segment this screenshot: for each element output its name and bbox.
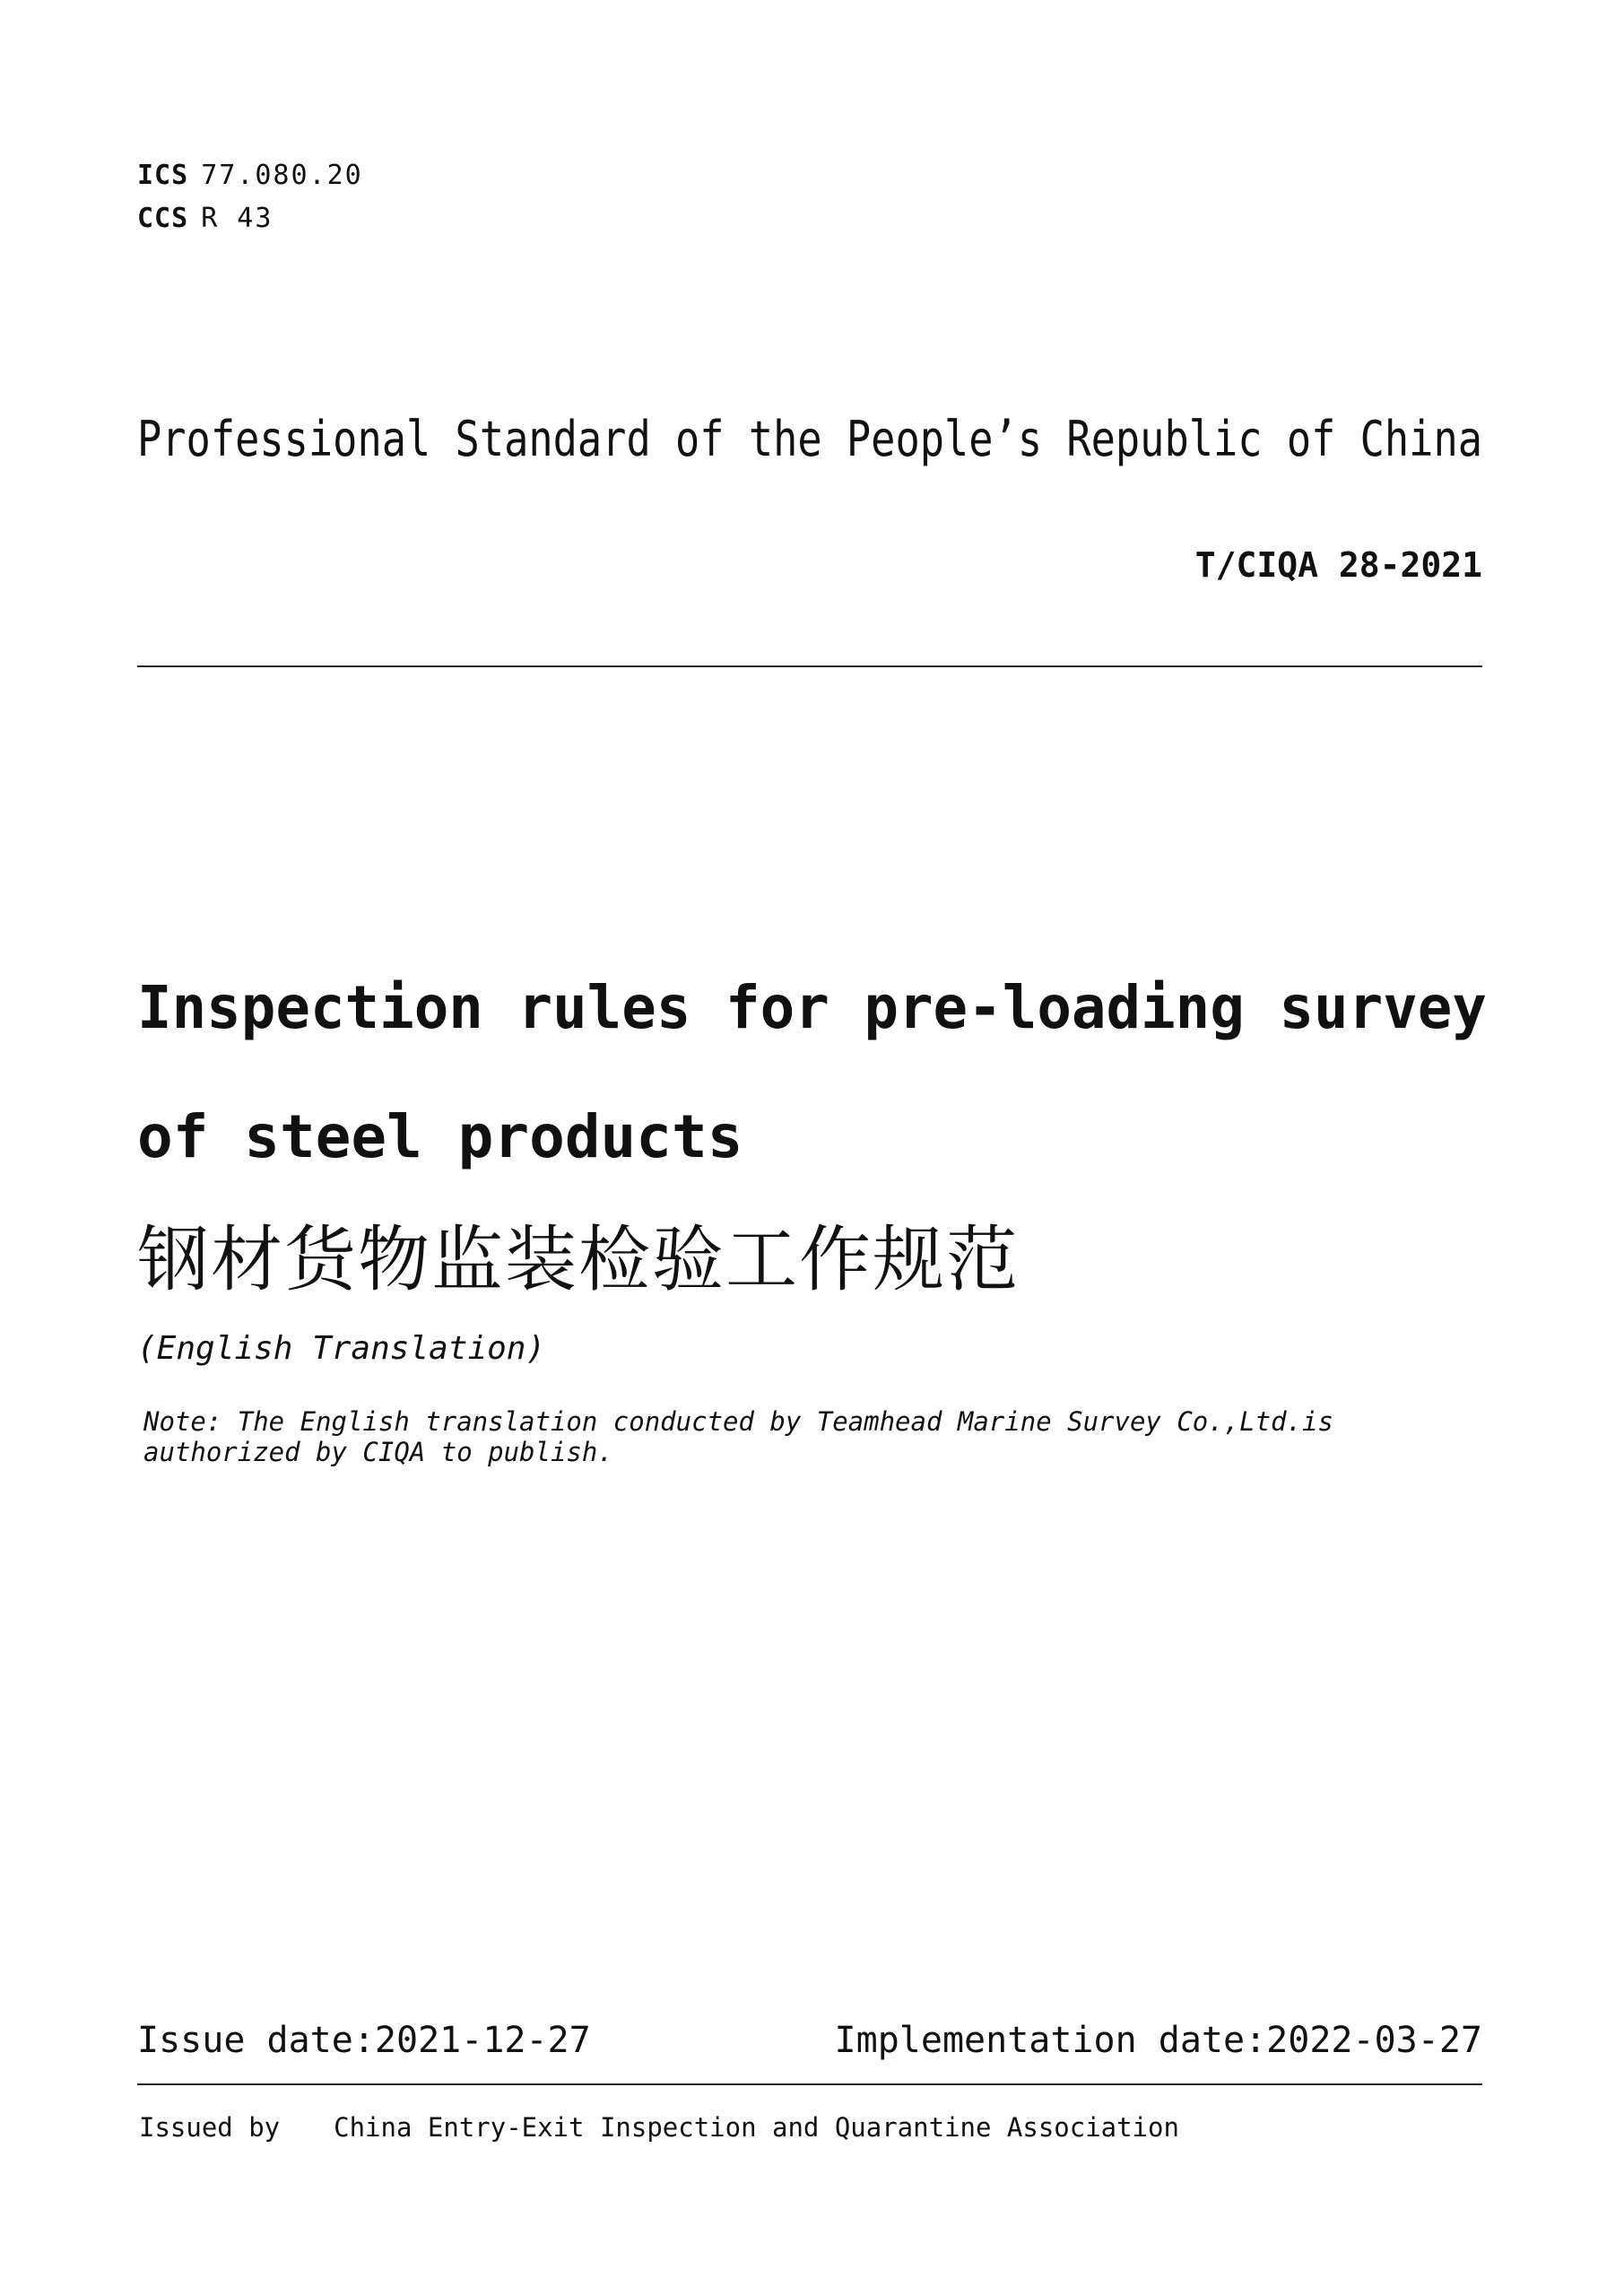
ccs-key: CCS	[137, 203, 189, 234]
ics-row	[137, 154, 363, 197]
english-title-line-1: Inspection rules for pre-loading survey	[137, 973, 1487, 1042]
translation-label: (English Translation)	[137, 1330, 546, 1367]
implementation-date: Implementation date:2022-03-27	[834, 2020, 1482, 2061]
top-divider	[137, 665, 1482, 667]
standard-number: T/CIQA 28-2021	[1194, 545, 1482, 585]
ccs-value: R 43	[201, 203, 274, 234]
standard-heading: Professional Standard of the People’s Republic of China	[137, 411, 1482, 467]
issuer-name: China Entry-Exit Inspection and Quarantine Association	[334, 2112, 1179, 2143]
issue-date: Issue date:2021-12-27	[137, 2020, 591, 2061]
issuer-label: Issued by	[139, 2112, 281, 2143]
english-title	[137, 944, 1491, 1202]
bottom-divider	[137, 2083, 1482, 2085]
ccs-row	[137, 197, 363, 240]
translation-note: Note: The English translation conducted by Teamhead Marine Survey Co.,Ltd.is authorized by CIQA to publish.	[143, 1406, 1333, 1467]
issuer	[139, 2112, 1179, 2143]
ics-key: ICS	[137, 160, 189, 191]
classification-codes	[137, 154, 363, 240]
chinese-title: 钢材货物监装检验工作规范	[137, 1218, 1020, 1301]
english-title-line-2: of steel products	[137, 1102, 743, 1171]
ics-value: 77.080.20	[201, 160, 363, 191]
